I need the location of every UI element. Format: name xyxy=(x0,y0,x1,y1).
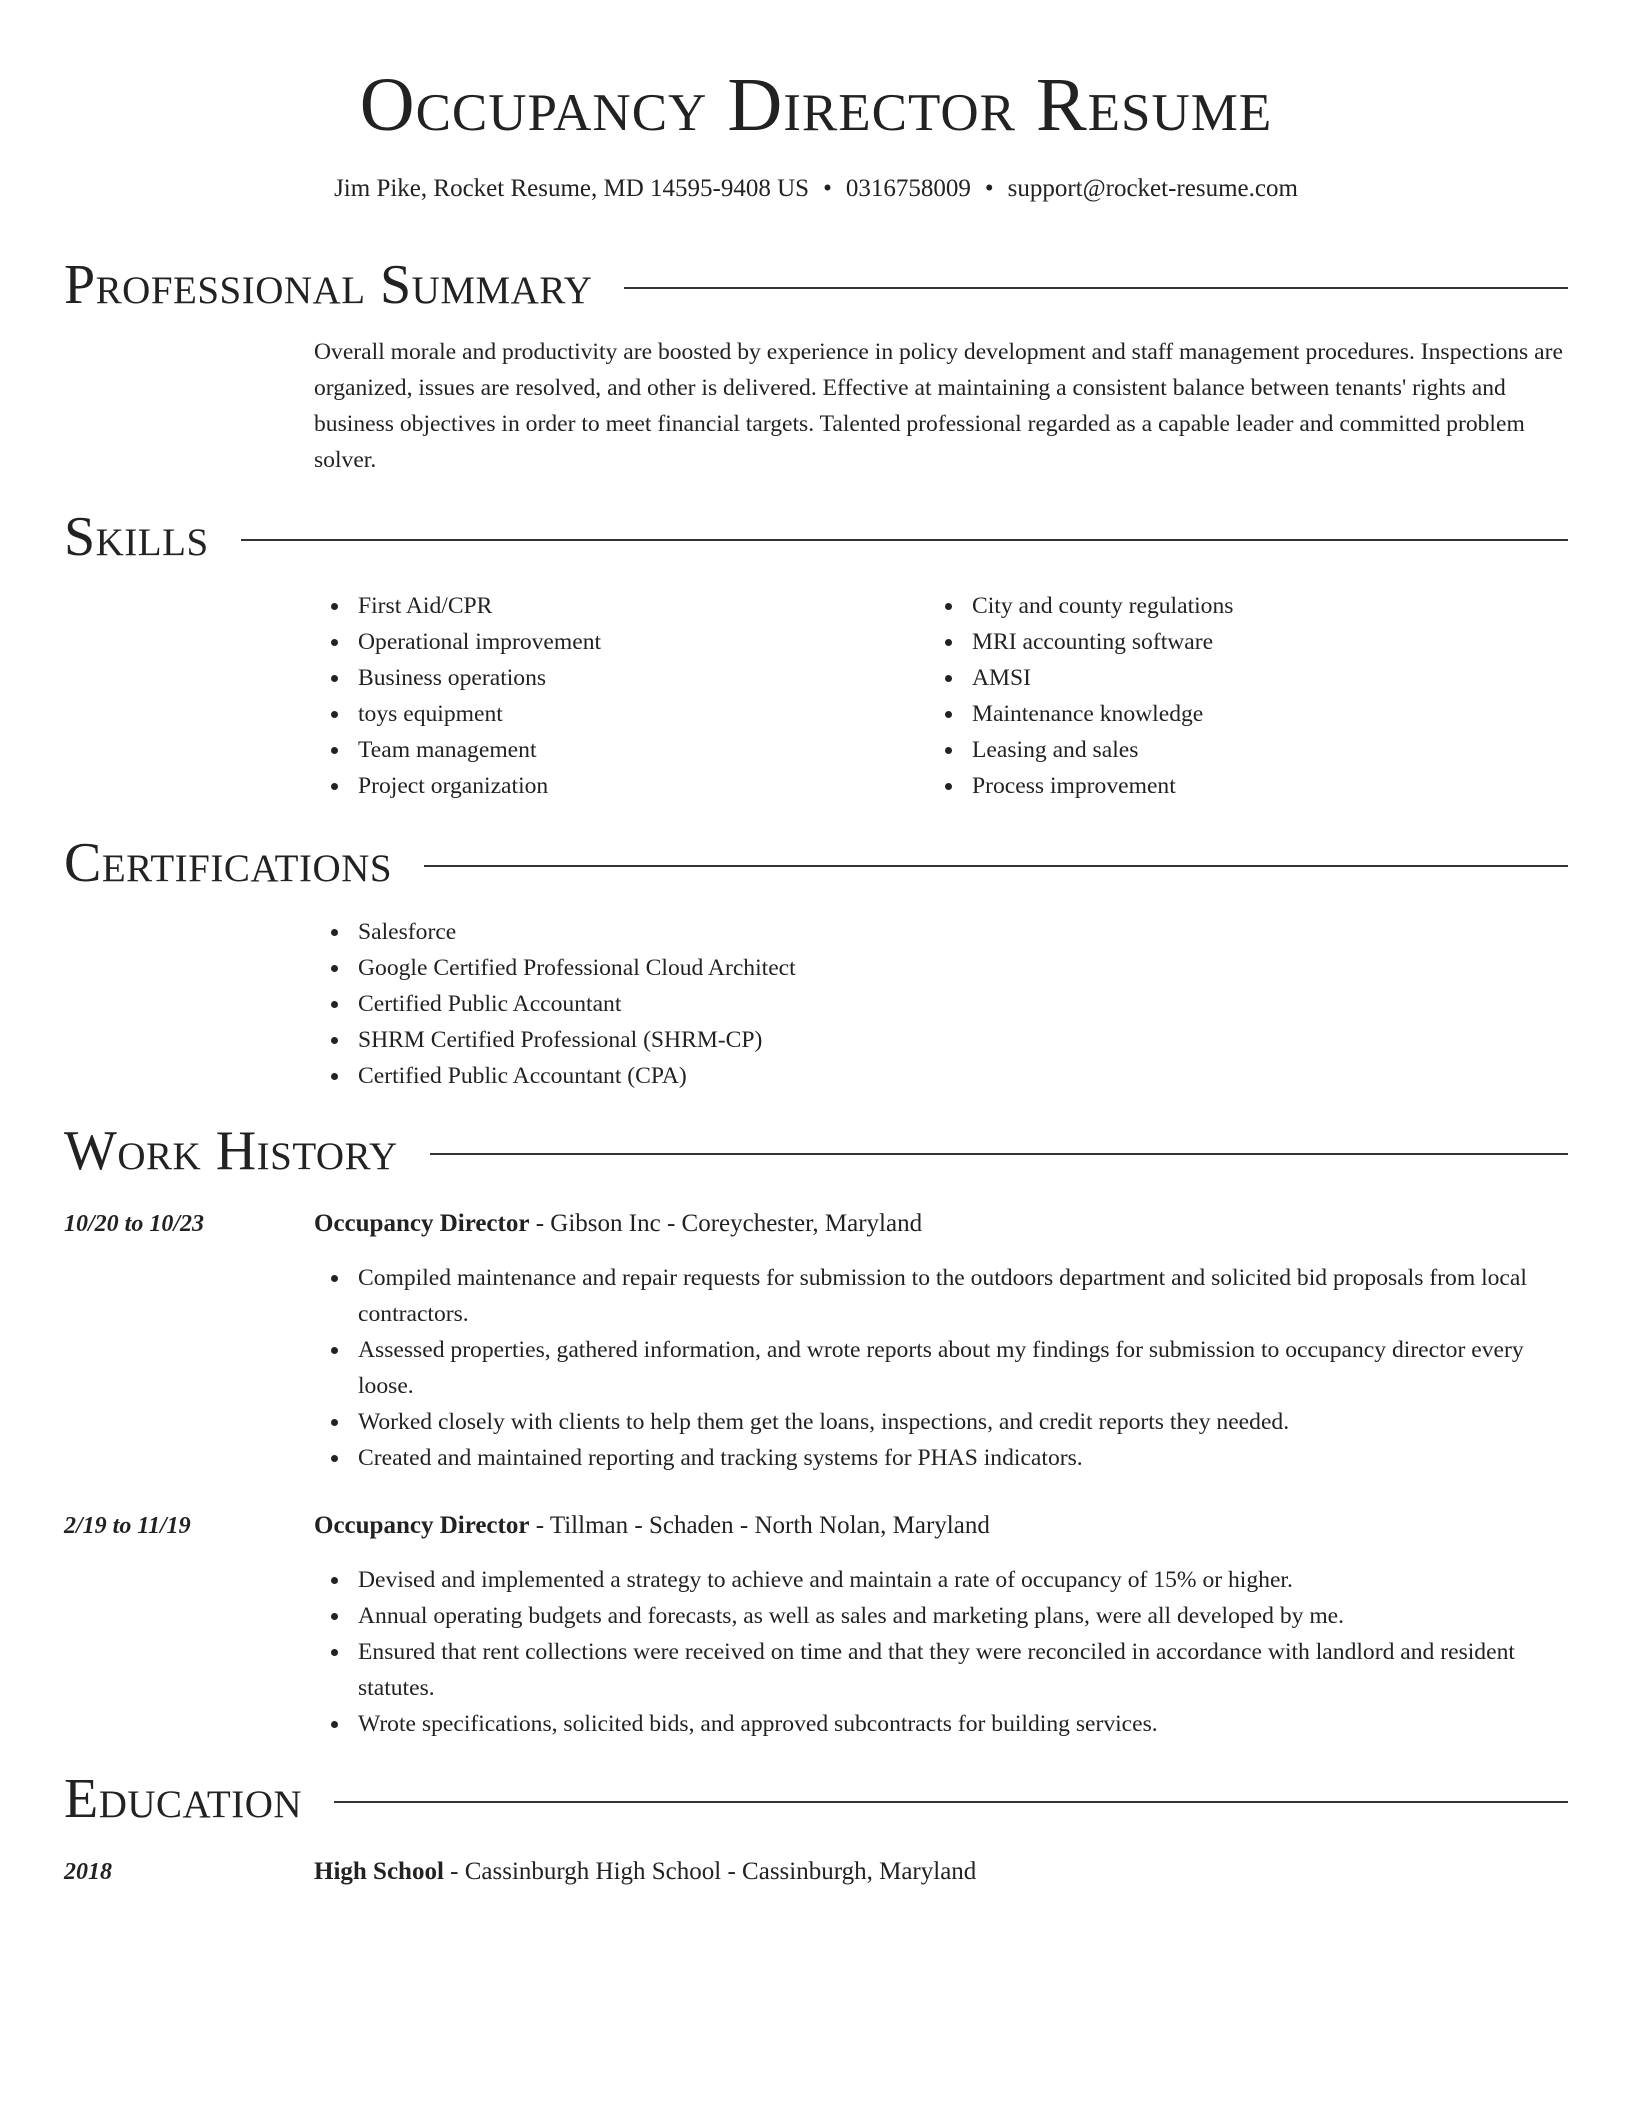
skill-item: Maintenance knowledge xyxy=(928,696,1568,732)
skill-item: Operational improvement xyxy=(314,624,914,660)
skill-item: Leasing and sales xyxy=(928,732,1568,768)
contact-separator: • xyxy=(984,175,994,202)
contact-line xyxy=(0,172,1632,206)
job-employer: - Gibson Inc - Coreychester, Maryland xyxy=(529,1210,923,1237)
job-bullet: Wrote specifications, solicited bids, and approved subcontracts for building services. xyxy=(314,1706,1568,1742)
section-heading: Education xyxy=(64,1768,303,1830)
contact-address: Jim Pike, Rocket Resume, MD 14595-9408 US xyxy=(334,175,810,202)
section-heading: Skills xyxy=(64,506,209,568)
job-dates: 2/19 to 11/19 xyxy=(64,1513,191,1539)
certification-item: Google Certified Professional Cloud Architect xyxy=(314,950,1568,986)
skill-item: Team management xyxy=(314,732,914,768)
job-bullet: Devised and implemented a strategy to achieve and maintain a rate of occupancy of 15% or higher. xyxy=(314,1562,1568,1598)
skill-item: Business operations xyxy=(314,660,914,696)
certification-item: Certified Public Accountant xyxy=(314,986,1568,1022)
job-title: Occupancy Director xyxy=(314,1512,530,1539)
job-bullet: Created and maintained reporting and tracking systems for PHAS indicators. xyxy=(314,1440,1568,1476)
skills-list-left xyxy=(314,588,914,804)
skill-item: First Aid/CPR xyxy=(314,588,914,624)
section-certifications xyxy=(64,830,1568,896)
job-bullet: Ensured that rent collections were received on time and that they were reconciled in accordance with landlord and resident statutes. xyxy=(314,1634,1568,1706)
section-divider xyxy=(624,287,1568,289)
skill-item: MRI accounting software xyxy=(928,624,1568,660)
resume-title: Occupancy Director Resume xyxy=(359,63,1273,147)
section-divider xyxy=(241,539,1568,541)
certification-item: Salesforce xyxy=(314,914,1568,950)
contact-separator: • xyxy=(823,175,832,202)
summary-text: Overall morale and productivity are boosted by experience in policy development and staff management procedures. Inspections are organized, issues are resolved, and other is delivered. Effective at maintaining a consistent balance between tenants' rights and business objectives in order to meet financial targets. Talented professional regarded as a capable leader and committed problem solver. xyxy=(314,339,1563,473)
section-divider xyxy=(430,1153,1568,1155)
skill-item: City and county regulations xyxy=(928,588,1568,624)
job-heading xyxy=(314,1206,1568,1242)
education-heading xyxy=(314,1854,1568,1890)
job-title: Occupancy Director xyxy=(314,1210,530,1237)
job-heading xyxy=(314,1508,1568,1544)
education-degree: High School xyxy=(314,1858,444,1885)
skill-item: toys equipment xyxy=(314,696,914,732)
job-bullet: Worked closely with clients to help them get the loans, inspections, and credit reports they needed. xyxy=(314,1404,1568,1440)
section-heading: Professional Summary xyxy=(64,254,593,316)
skill-item: Process improvement xyxy=(928,768,1568,804)
skill-item: Project organization xyxy=(314,768,914,804)
section-skills xyxy=(64,504,1568,570)
certification-item: SHRM Certified Professional (SHRM-CP) xyxy=(314,1022,1568,1058)
section-education xyxy=(64,1766,1568,1832)
contact-phone: 0316758009 xyxy=(845,175,971,202)
section-divider xyxy=(424,865,1568,867)
job-dates: 10/20 to 10/23 xyxy=(64,1211,205,1237)
section-heading: Work History xyxy=(64,1120,398,1182)
certifications-list xyxy=(314,914,1568,1094)
job-bullet: Annual operating budgets and forecasts, as well as sales and marketing plans, were all developed by me. xyxy=(314,1598,1568,1634)
job-bullet: Assessed properties, gathered information, and wrote reports about my findings for submission to occupancy director every loose. xyxy=(314,1332,1568,1404)
job-bullet: Compiled maintenance and repair requests for submission to the outdoors department and solicited bid proposals from local contractors. xyxy=(314,1260,1568,1332)
job-bullets xyxy=(314,1562,1568,1742)
skills-list-right xyxy=(928,588,1568,804)
contact-email: support@rocket-resume.com xyxy=(1007,175,1298,202)
skill-item: AMSI xyxy=(928,660,1568,696)
certification-item: Certified Public Accountant (CPA) xyxy=(314,1058,1568,1094)
job-bullets xyxy=(314,1260,1568,1476)
education-school: - Cassinburgh High School - Cassinburgh, Maryland xyxy=(443,1858,977,1885)
job-employer: - Tillman - Schaden - North Nolan, Maryland xyxy=(529,1512,990,1539)
education-year: 2018 xyxy=(64,1859,112,1885)
section-divider xyxy=(334,1801,1568,1803)
section-work-history xyxy=(64,1118,1568,1184)
section-heading: Certifications xyxy=(64,832,393,894)
section-summary xyxy=(64,252,1568,318)
